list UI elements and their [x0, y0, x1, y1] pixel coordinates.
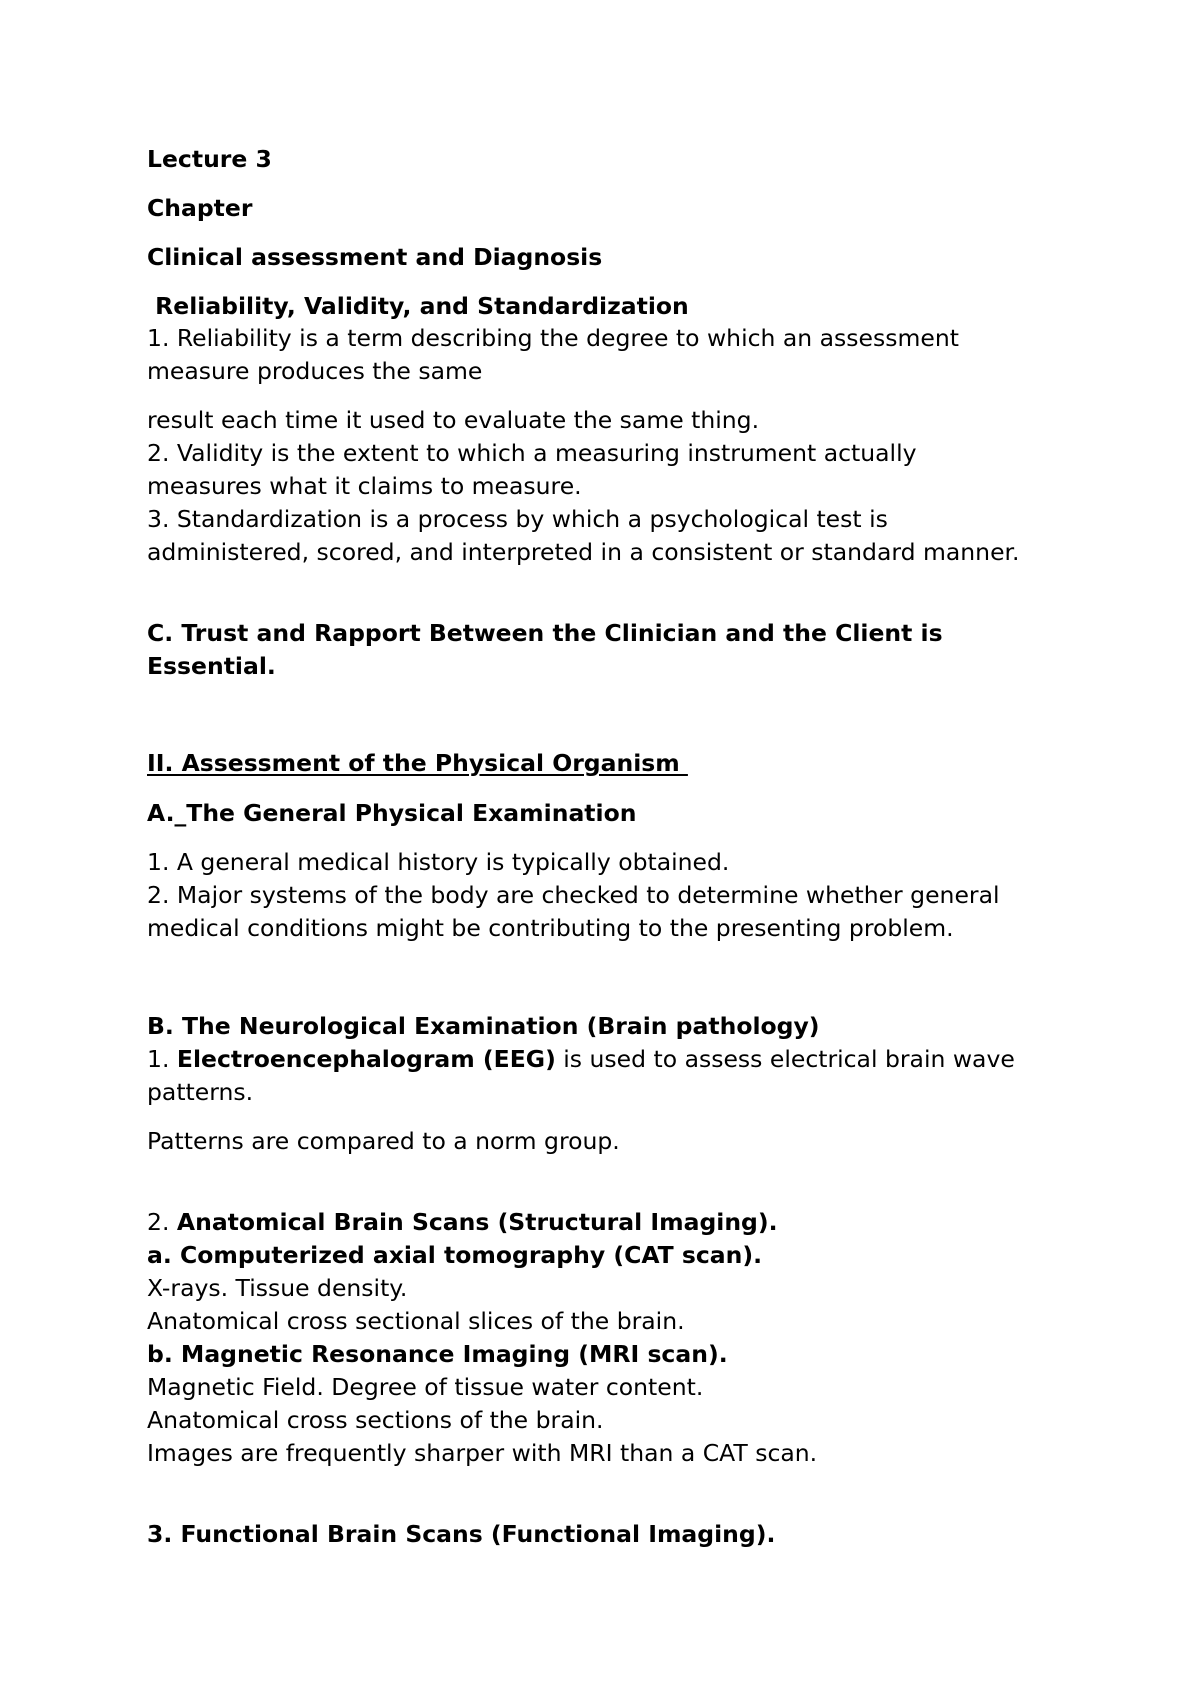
trust-heading-line-1: C. Trust and Rapport Between the Clinician and the Client is: [147, 619, 943, 647]
reliability-line-2: measure produces the same: [147, 357, 483, 385]
functional-scans-heading: 3. Functional Brain Scans (Functional Imaging).: [147, 1520, 776, 1548]
eeg-line-1: [147, 1043, 1015, 1075]
anatomical-number: 2.: [147, 1208, 177, 1236]
neuro-exam-heading: B. The Neurological Examination (Brain pathology): [147, 1012, 820, 1040]
validity-line-1: 2. Validity is the extent to which a measuring instrument actually: [147, 439, 917, 467]
standardization-line-2: administered, scored, and interpreted in a consistent or standard manner.: [147, 538, 1020, 566]
cat-scan-heading: a. Computerized axial tomography (CAT scan).: [147, 1241, 763, 1269]
general-exam-heading: A._The General Physical Examination: [147, 799, 637, 827]
eeg-description: is used to assess electrical brain wave: [555, 1045, 1015, 1073]
trust-heading-line-2: Essential.: [147, 652, 276, 680]
general-exam-item-1: 1. A general medical history is typically obtained.: [147, 848, 730, 876]
reliability-line-1: 1. Reliability is a term describing the degree to which an assessment: [147, 324, 959, 352]
chapter-label: Chapter: [147, 194, 253, 222]
general-exam-item-2-line-2: medical conditions might be contributing to the presenting problem.: [147, 914, 954, 942]
document-title: Clinical assessment and Diagnosis: [147, 243, 603, 271]
rvs-heading: Reliability, Validity, and Standardization: [147, 292, 689, 320]
standardization-line-1: 3. Standardization is a process by which a psychological test is: [147, 505, 888, 533]
mri-scan-line-1: Magnetic Field. Degree of tissue water content.: [147, 1373, 704, 1401]
validity-line-2: measures what it claims to measure.: [147, 472, 582, 500]
mri-scan-line-3: Images are frequently sharper with MRI than a CAT scan.: [147, 1439, 818, 1467]
lecture-label: Lecture 3: [147, 145, 272, 173]
general-exam-item-2-line-1: 2. Major systems of the body are checked to determine whether general: [147, 881, 1000, 909]
reliability-line-3: result each time it used to evaluate the same thing.: [147, 406, 760, 434]
eeg-line-2: patterns.: [147, 1078, 254, 1106]
anatomical-heading: Anatomical Brain Scans (Structural Imaging).: [176, 1208, 778, 1236]
anatomical-scans-line: [147, 1206, 778, 1238]
eeg-number: 1.: [147, 1045, 177, 1073]
physical-section-heading: II. Assessment of the Physical Organism: [147, 749, 688, 777]
cat-scan-line-2: Anatomical cross sectional slices of the brain.: [147, 1307, 685, 1335]
mri-scan-line-2: Anatomical cross sections of the brain.: [147, 1406, 604, 1434]
cat-scan-line-1: X-rays. Tissue density.: [147, 1274, 408, 1302]
eeg-term: Electroencephalogram (EEG): [176, 1045, 556, 1073]
eeg-line-3: Patterns are compared to a norm group.: [147, 1127, 620, 1155]
mri-scan-heading: b. Magnetic Resonance Imaging (MRI scan).: [147, 1340, 728, 1368]
